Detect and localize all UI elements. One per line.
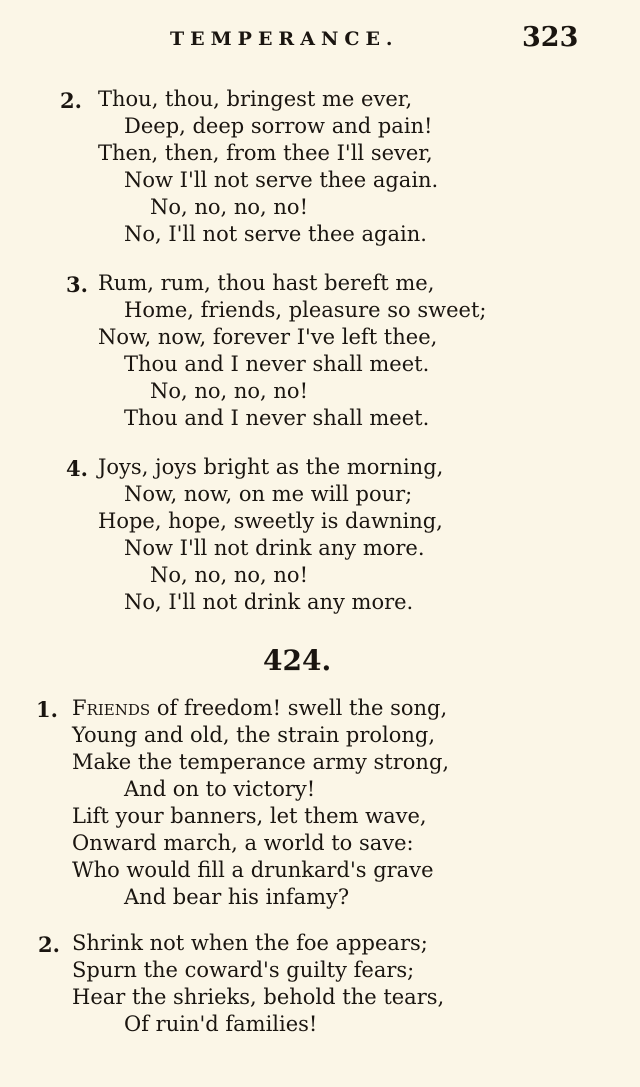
verse-line: Lift your banners, let them wave, [72,804,427,828]
verse-line: No, no, no, no! [150,379,309,403]
stanza-number: 1. [36,697,58,722]
verse-line: No, I'll not drink any more. [124,590,414,614]
verse-line: No, no, no, no! [150,563,309,587]
verse-line: Home, friends, pleasure so sweet; [124,298,487,322]
verse-line: Now I'll not drink any more. [124,536,425,560]
first-word: Friends [72,696,151,720]
verse-line: Thou and I never shall meet. [124,406,430,430]
stanza-number: 2. [60,88,82,113]
stanza-number: 3. [66,272,88,297]
verse-line: Make the temperance army strong, [72,750,450,774]
hymn-number: 424. [263,644,332,677]
verse-line: Shrink not when the foe appears; [72,931,428,955]
verse-line: Thou and I never shall meet. [124,352,430,376]
verse-line: Hear the shrieks, behold the tears, [72,985,445,1009]
verse-line: Who would fill a drunkard's grave [72,858,434,882]
verse-line: No, no, no, no! [150,195,309,219]
verse-line: Rum, rum, thou hast bereft me, [98,271,435,295]
running-header: TEMPERANCE. [170,28,399,50]
verse-line: Of ruin'd families! [124,1012,318,1036]
verse-line: Deep, deep sorrow and pain! [124,114,433,138]
verse-line: Hope, hope, sweetly is dawning, [98,509,443,533]
verse-line: And on to victory! [124,777,316,801]
stanza-number: 4. [66,456,88,481]
verse-line [72,695,447,722]
verse-line: Now, now, forever I've left thee, [98,325,438,349]
verse-line: Thou, thou, bringest me ever, [98,87,413,111]
verse-line: Now, now, on me will pour; [124,482,413,506]
verse-line-rest: of freedom! swell the song, [150,696,448,720]
verse-line: Joys, joys bright as the morning, [98,455,444,479]
page-number: 323 [522,22,579,53]
stanza-number: 2. [38,932,60,957]
verse-line: No, I'll not serve thee again. [124,222,427,246]
verse-line: Now I'll not serve thee again. [124,168,439,192]
verse-line: Onward march, a world to save: [72,831,414,855]
verse-line: And bear his infamy? [124,885,350,909]
verse-line: Young and old, the strain prolong, [72,723,436,747]
verse-line: Then, then, from thee I'll sever, [98,141,433,165]
verse-line: Spurn the coward's guilty fears; [72,958,415,982]
